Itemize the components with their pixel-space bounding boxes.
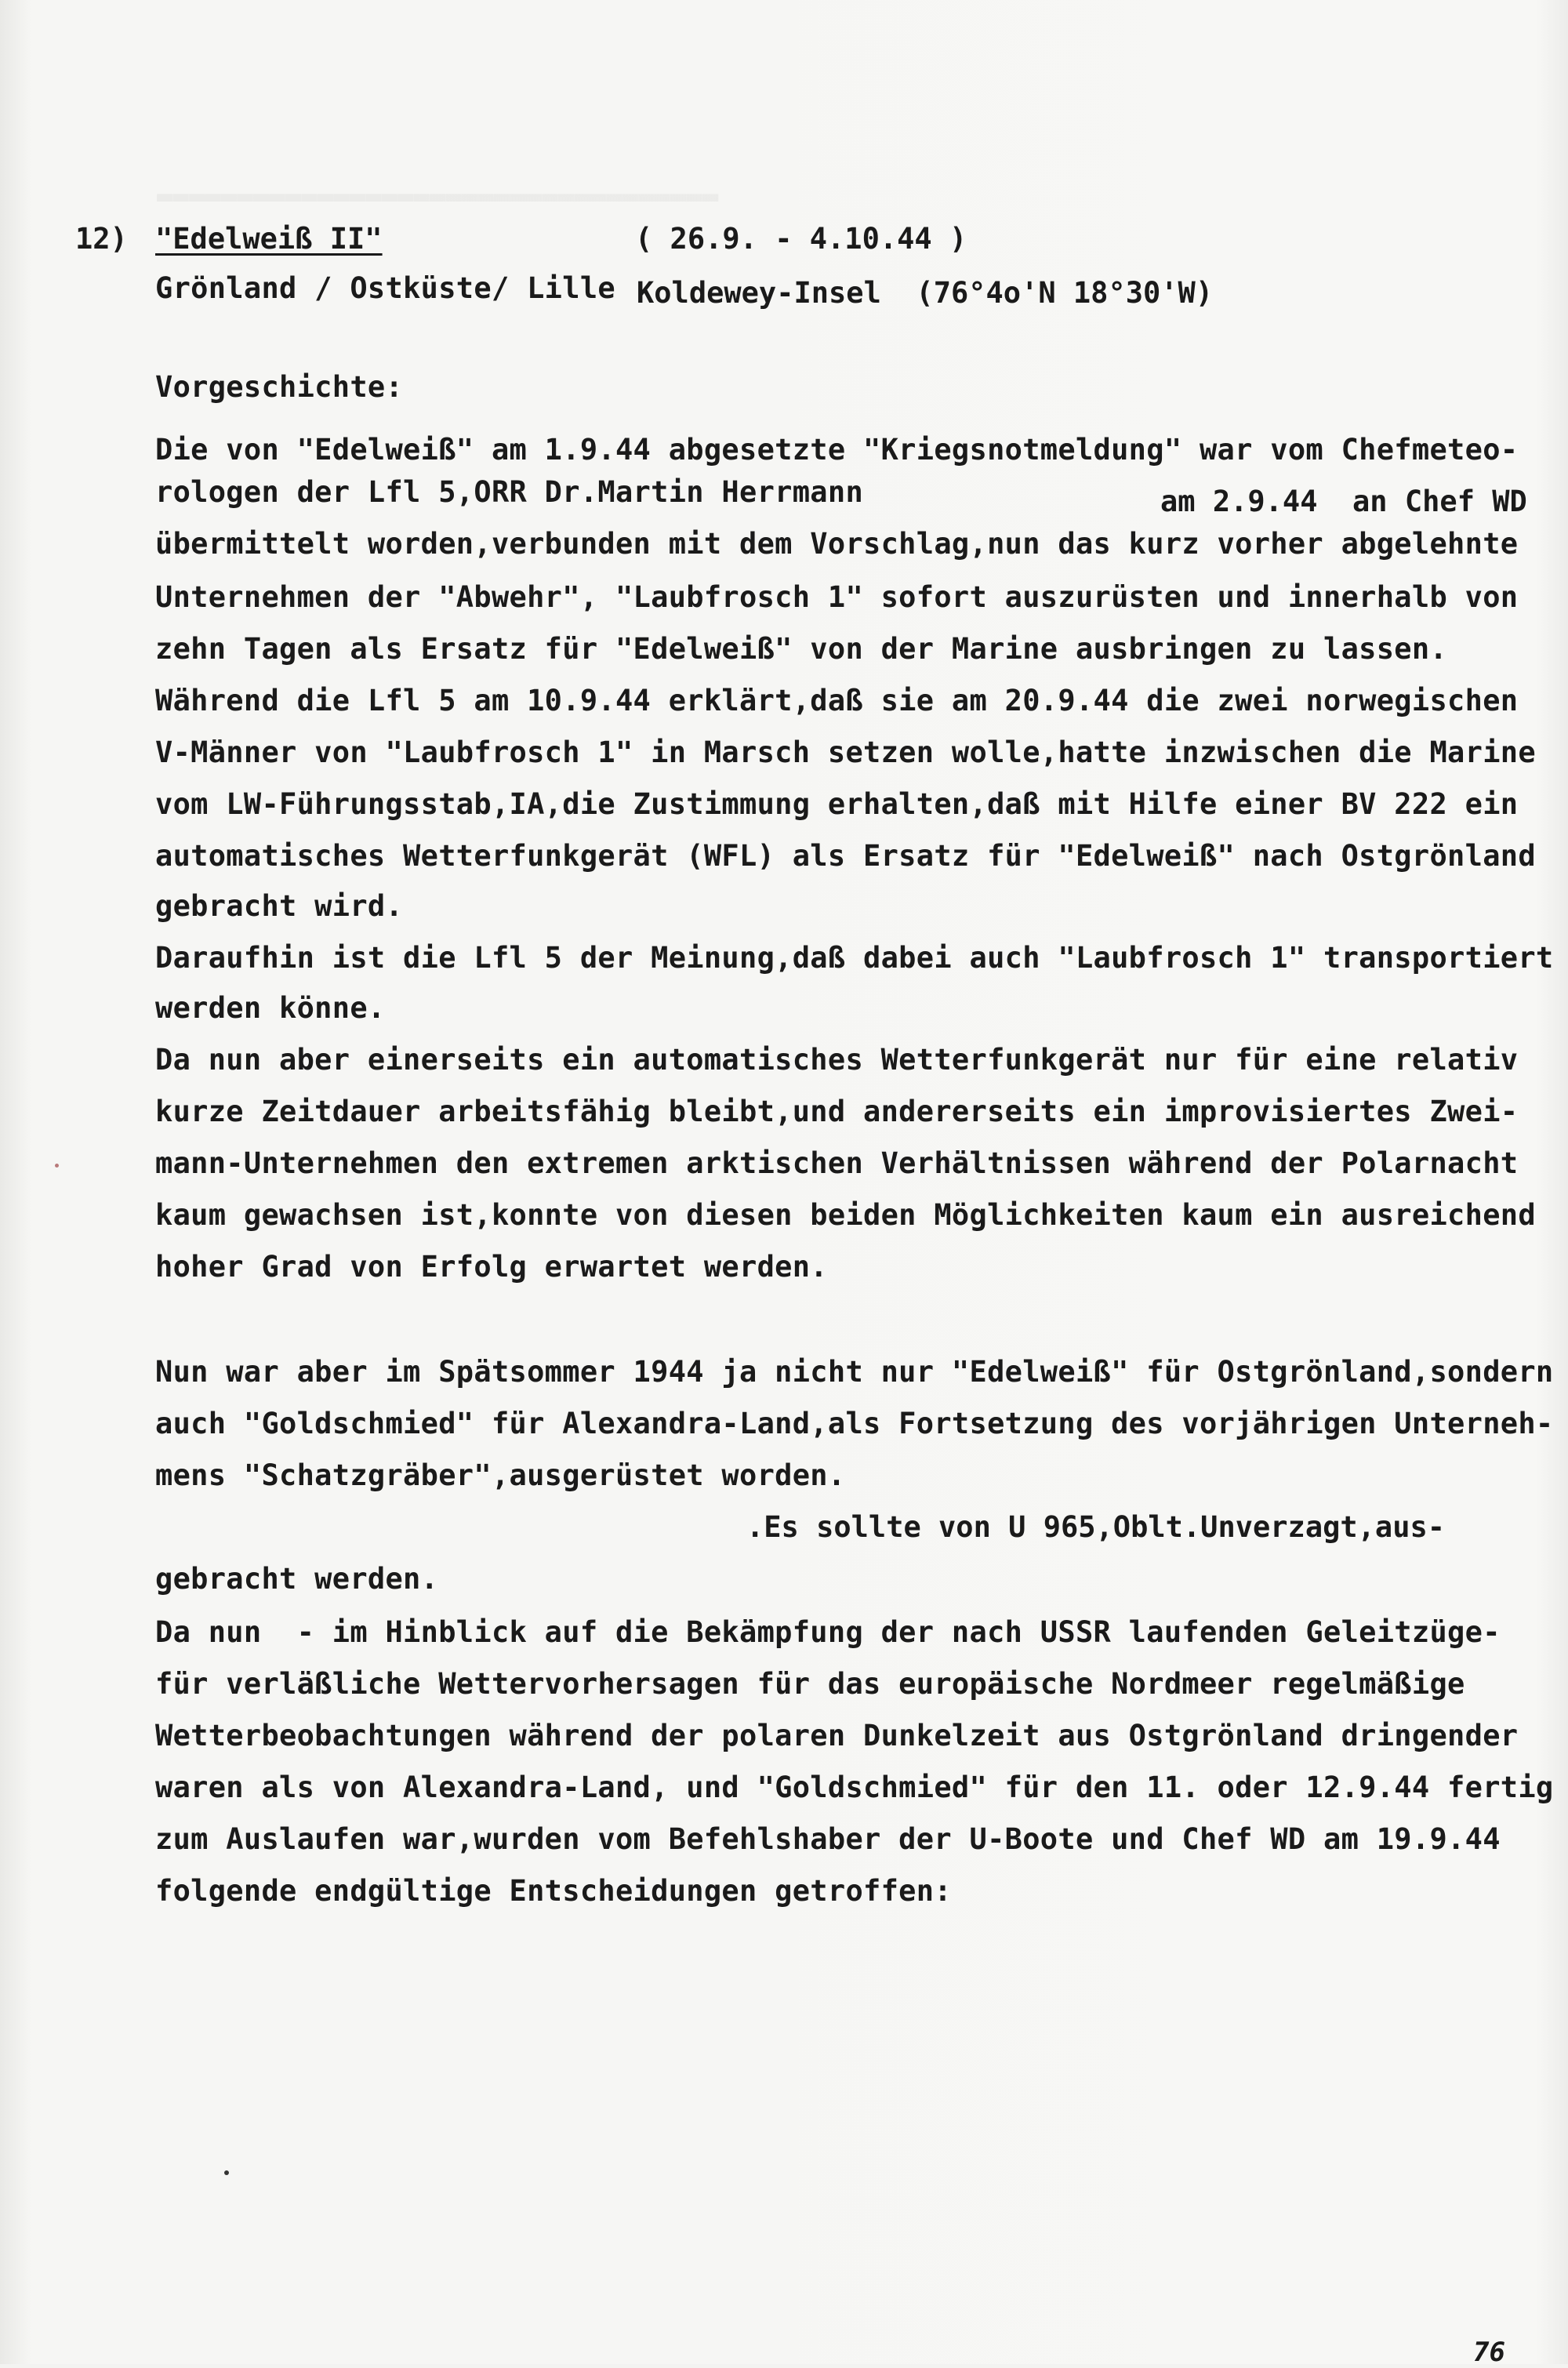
bleed-through-text: ▬▬▬▬▬▬▬▬▬▬▬▬▬▬▬▬▬▬▬▬▬▬▬▬▬▬▬▬▬▬▬▬▬▬▬ <box>157 180 719 212</box>
para1-line: zehn Tagen als Ersatz für "Edelweiß" von der Marine ausbringen zu lassen. <box>155 632 1448 666</box>
para1-line: werden könne. <box>155 991 386 1025</box>
para1-line: hoher Grad von Erfolg erwartet werden. <box>155 1250 828 1284</box>
para3-line: Wetterbeobachtungen während der polaren Dunkelzeit aus Ostgrönland dringender <box>155 1719 1519 1752</box>
para1-line: Die von "Edelweiß" am 1.9.44 abgesetzte "Kriegsnotmeldung" war vom Chefmeteo- <box>155 433 1519 467</box>
para3-line: Da nun - im Hinblick auf die Bekämpfung der nach USSR laufenden Geleitzüge- <box>155 1615 1501 1649</box>
para1-line: Während die Lfl 5 am 10.9.44 erklärt,daß sie am 20.9.44 die zwei norwegischen <box>155 684 1519 717</box>
ink-speck <box>55 1164 59 1168</box>
para2-line: auch "Goldschmied" für Alexandra-Land,als Fortsetzung des vorjährigen Unterneh- <box>155 1407 1554 1440</box>
location-right: Koldewey-Insel (76°4o'N 18°30'W) <box>637 276 1214 310</box>
date-range: ( 26.9. - 4.10.44 ) <box>635 222 967 256</box>
para3-line: für verläßliche Wettervorhersagen für das europäische Nordmeer regelmäßige <box>155 1667 1465 1701</box>
para1-line: kaum gewachsen ist,konnte von diesen beiden Möglichkeiten kaum ein ausreichend <box>155 1198 1536 1232</box>
para1-line: vom LW-Führungsstab,IA,die Zustimmung erhalten,daß mit Hilfe einer BV 222 ein <box>155 787 1519 821</box>
para1-line: übermittelt worden,verbunden mit dem Vorschlag,nun das kurz vorher abgelehnte <box>155 527 1519 561</box>
para1-line: rologen der Lfl 5,ORR Dr.Martin Herrmann <box>155 475 864 509</box>
para2-line: mens "Schatzgräber",ausgerüstet worden. <box>155 1458 846 1492</box>
para2-end: gebracht werden. <box>155 1562 439 1596</box>
para1-line-right: am 2.9.44 an Chef WD <box>1160 485 1527 518</box>
para3-line: zum Auslaufen war,wurden vom Befehlshaber der U-Boote und Chef WD am 19.9.44 <box>155 1822 1501 1856</box>
para2-line: Nun war aber im Spätsommer 1944 ja nicht nur "Edelweiß" für Ostgrönland,sondern <box>155 1355 1554 1389</box>
ink-speck <box>224 2170 229 2175</box>
para1-line: automatisches Wetterfunkgerät (WFL) als Ersatz für "Edelweiß" nach Ostgrönland <box>155 839 1536 873</box>
para1-line: mann-Unternehmen den extremen arktischen Verhältnissen während der Polarnacht <box>155 1146 1519 1180</box>
para1-line: Daraufhin ist die Lfl 5 der Meinung,daß dabei auch "Laubfrosch 1" transportiert <box>155 941 1554 975</box>
para1-line: V-Männer von "Laubfrosch 1" in Marsch setzen wolle,hatte inzwischen die Marine <box>155 735 1536 769</box>
para1-line: Unternehmen der "Abwehr", "Laubfrosch 1" sofort auszurüsten und innerhalb von <box>155 580 1519 614</box>
location-left: Grönland / Ostküste/ Lille <box>155 271 615 305</box>
item-number: 12) <box>75 222 128 256</box>
para1-line: gebracht wird. <box>155 889 404 923</box>
section-title: "Edelweiß II" <box>155 222 383 256</box>
para1-line: kurze Zeitdauer arbeitsfähig bleibt,und andererseits ein improvisiertes Zwei- <box>155 1095 1519 1128</box>
para3-line: waren als von Alexandra-Land, und "Goldschmied" für den 11. oder 12.9.44 fertig <box>155 1771 1554 1804</box>
section-heading: Vorgeschichte: <box>155 370 404 404</box>
para3-line: folgende endgültige Entscheidungen getroffen: <box>155 1874 952 1908</box>
para2-continuation: .Es sollte von U 965,Oblt.Unverzagt,aus- <box>746 1510 1446 1544</box>
para1-line: Da nun aber einerseits ein automatisches Wetterfunkgerät nur für eine relativ <box>155 1043 1519 1077</box>
page-number: 76 <box>1473 2337 1505 2368</box>
